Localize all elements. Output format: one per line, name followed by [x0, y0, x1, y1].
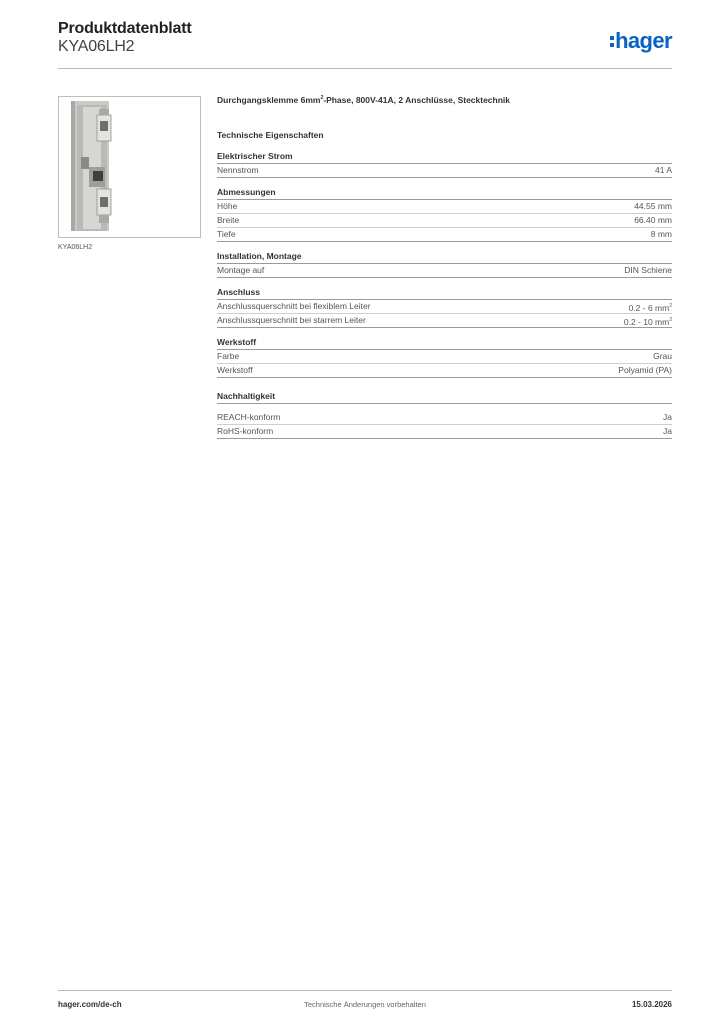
spec-value: Ja [663, 426, 672, 436]
spec-value: 0.2 - 10 $mm^2$ [623, 316, 672, 327]
spec-label: Höhe [217, 201, 238, 211]
terminal-block-illustration [59, 97, 200, 237]
logo-text: hager [615, 28, 672, 53]
spec-value: Ja [663, 412, 672, 422]
document-title: Produktdatenblatt [58, 20, 192, 37]
group-title: Installation, Montage [217, 251, 672, 264]
spec-value: 0.2 - 6 $mm^2$ [628, 302, 672, 313]
spec-value: Polyamid (PA) [618, 365, 672, 375]
product-code: KYA06LH2 [58, 38, 135, 55]
spec-row [217, 364, 672, 378]
spec-row [217, 164, 672, 178]
spec-label: Werkstoff [217, 365, 253, 375]
spec-row [217, 200, 672, 214]
spec-row [217, 214, 672, 228]
group-connection [217, 287, 672, 328]
image-caption: KYA06LH2 [58, 244, 93, 251]
group-title: Werkstoff [217, 337, 672, 350]
logo-colon-icon [610, 36, 614, 47]
spec-label: Anschlussquerschnitt bei flexiblem Leiter [217, 301, 371, 311]
spec-label: RoHS-konform [217, 426, 274, 436]
product-description: Durchgangsklemme $6mm^2$-Phase, 800V-41A, 2 Anschlüsse, Stecktechnik [217, 95, 511, 105]
spec-value: 44.55 mm [634, 201, 672, 211]
spec-row [217, 411, 672, 425]
spec-value: Grau [653, 351, 672, 361]
spec-value: 41 A [654, 165, 672, 175]
spec-label: Farbe [217, 351, 240, 361]
spec-label: Tiefe [217, 229, 236, 239]
spec-value: DIN Schiene [624, 265, 672, 275]
group-sustainability [217, 391, 672, 439]
footer-date: 15.03.2026 [631, 1000, 672, 1009]
spec-label: REACH-konform [217, 412, 281, 422]
document-footer [58, 990, 672, 1011]
spec-row [217, 314, 672, 328]
group-electric-current [217, 151, 672, 178]
spec-label: Montage auf [217, 265, 265, 275]
group-installation [217, 251, 672, 278]
group-title: Elektrischer Strom [217, 151, 672, 164]
group-dimensions [217, 187, 672, 242]
product-image [58, 96, 201, 238]
document-header [58, 20, 672, 68]
spec-value: 66.40 mm [634, 215, 672, 225]
spec-label: Nennstrom [217, 165, 259, 175]
group-title: Abmessungen [217, 187, 672, 200]
spec-row [217, 350, 672, 364]
footer-website: hager.com/de-ch [58, 1000, 122, 1009]
spec-value: 8 mm [650, 229, 672, 239]
group-title: Nachhaltigkeit [217, 391, 672, 404]
spec-row [217, 300, 672, 314]
spec-row [217, 264, 672, 278]
group-title: Anschluss [217, 287, 672, 300]
group-material [217, 337, 672, 378]
product-details [217, 95, 672, 439]
spec-row [217, 425, 672, 439]
spec-row [217, 228, 672, 242]
spec-label: Breite [217, 215, 240, 225]
spec-label: Anschlussquerschnitt bei starrem Leiter [217, 315, 366, 325]
hager-logo [610, 28, 672, 54]
header-divider [58, 68, 672, 69]
section-title: Technische Eigenschaften [217, 130, 324, 140]
footer-notice: Technische Änderungen vorbehalten [304, 1000, 426, 1009]
